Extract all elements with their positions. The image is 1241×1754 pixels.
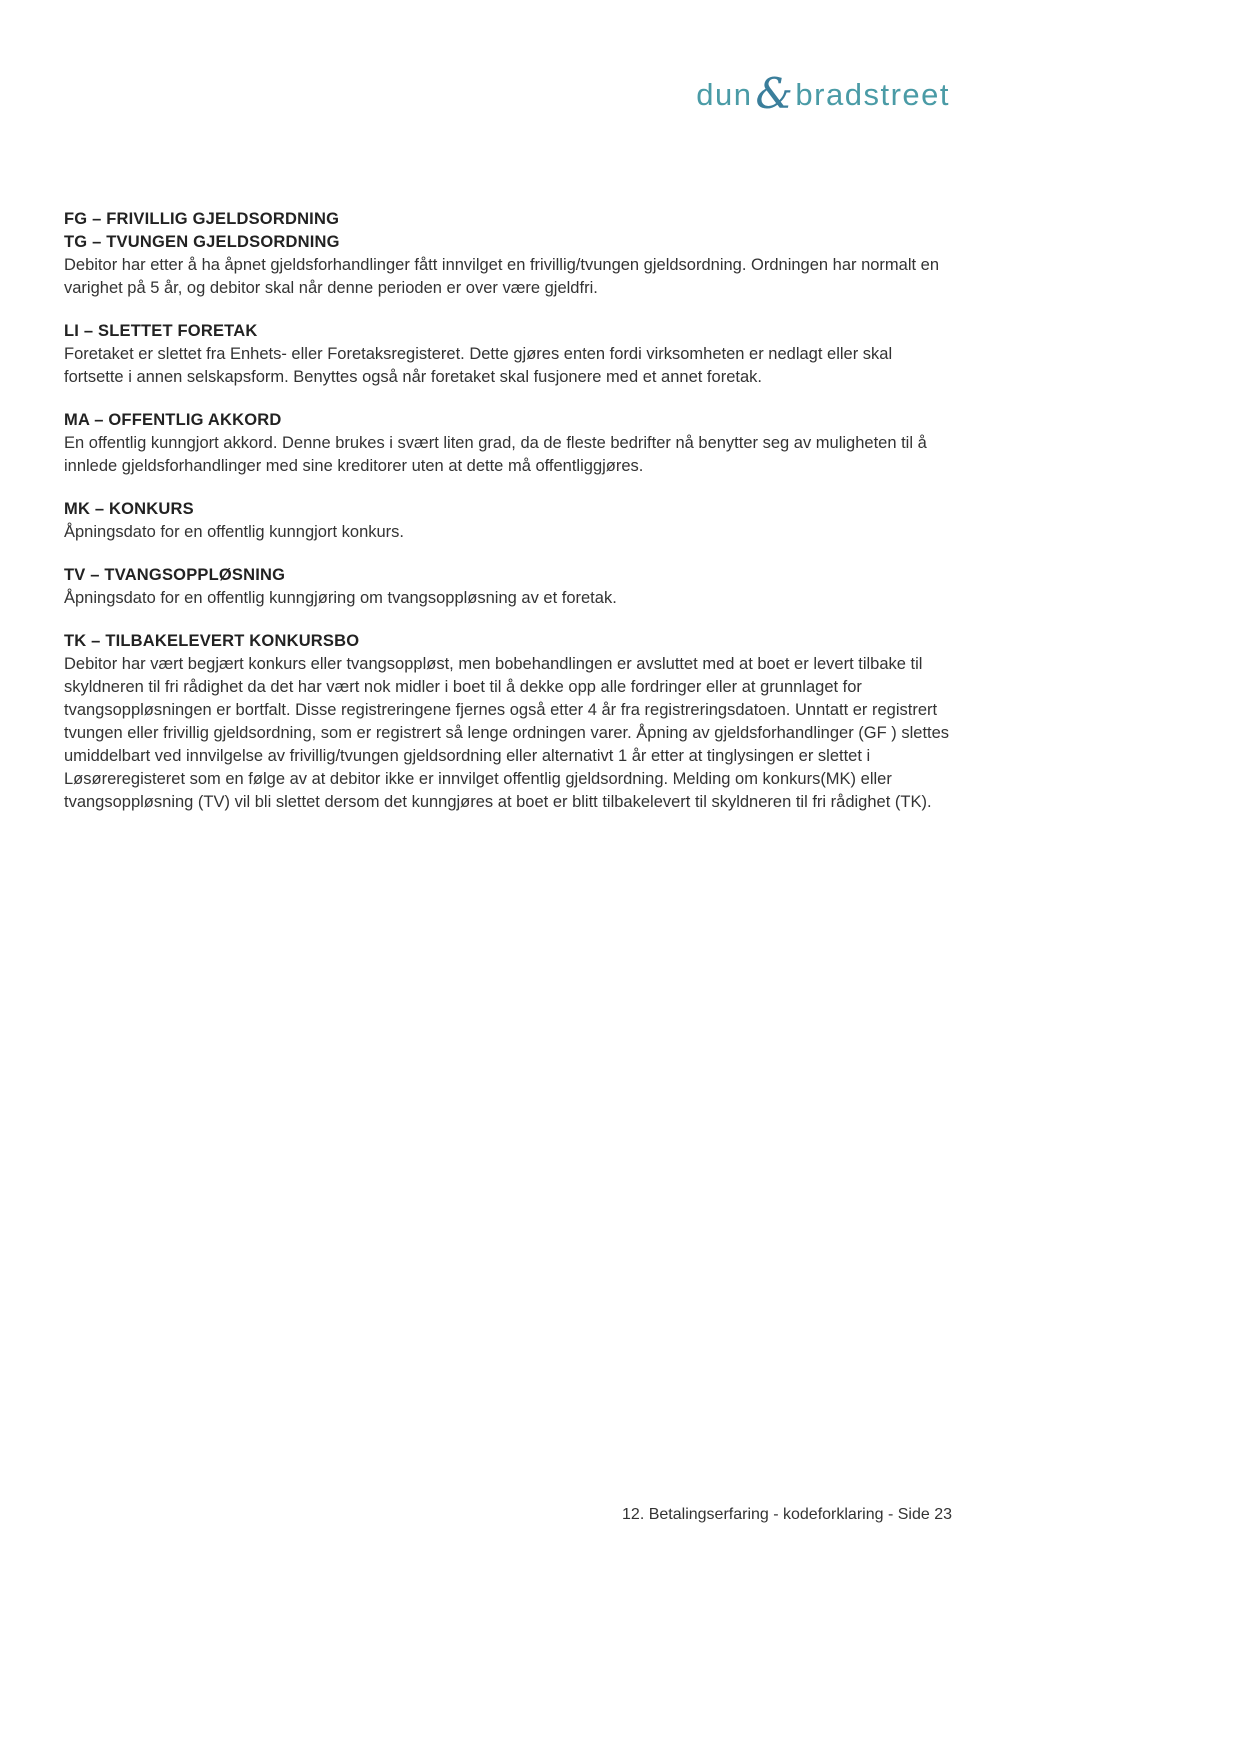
section-mk [64, 498, 952, 544]
section-fg-tg [64, 208, 952, 300]
section-heading: MA – OFFENTLIG AKKORD [64, 411, 282, 429]
section-ma [64, 409, 952, 478]
section-body: Foretaket er slettet fra Enhets- eller Foretaksregisteret. Dette gjøres enten fordi virksomheten er nedlagt eller skal fortsette i annen selskapsform. Benyttes også når foretaket skal fusjonere med et annet foretak. [64, 345, 893, 386]
page-footer: 12. Betalingserfaring - kodeforklaring - Side 23 [622, 1506, 952, 1523]
logo-text-dun: dun [696, 77, 753, 112]
section-tv [64, 564, 952, 610]
section-heading: FG – FRIVILLIG GJELDSORDNING [64, 210, 340, 228]
section-body: Debitor har vært begjært konkurs eller tvangsoppløst, men bobehandlingen er avsluttet med at boet er levert tilbake til skyldneren til fri rådighet da det har vært nok midler i boet til å dekke opp alle fordringer eller at grunnlaget for tvangsoppløsningen er bortfalt. Disse registreringene fjernes også etter 4 år fra registreringsdatoen. Unntatt er registrert tvungen eller frivillig gjeldsordning, som er registrert så lenge ordningen varer. Åpning av gjeldsforhandlinger (GF ) slettes umiddelbart ved innvilgelse av frivillig/tvungen gjeldsordning eller alternativt 1 år etter at tinglysingen er slettet i Løsøreregisteret som en følge av at debitor ikke er innvilget offentlig gjeldsordning. Melding om konkurs(MK) eller tvangsoppløsning (TV) vil bli slettet dersom det kunngjøres at boet er blitt tilbakelevert til skyldneren til fri rådighet (TK). [64, 655, 950, 811]
section-li [64, 320, 952, 389]
logo-text-bradstreet: bradstreet [795, 77, 950, 112]
document-body [64, 208, 952, 834]
section-body: Åpningsdato for en offentlig kunngjort konkurs. [64, 523, 404, 541]
section-heading: LI – SLETTET FORETAK [64, 322, 258, 340]
section-heading: TG – TVUNGEN GJELDSORDNING [64, 233, 340, 251]
section-body: Åpningsdato for en offentlig kunngjøring om tvangsoppløsning av et foretak. [64, 589, 617, 607]
section-body: Debitor har etter å ha åpnet gjeldsforhandlinger fått innvilget en frivillig/tvungen gjeldsordning. Ordningen har normalt en varighet på 5 år, og debitor skal når denne perioden er over være gjeldfri. [64, 256, 940, 297]
section-heading: TK – TILBAKELEVERT KONKURSBO [64, 632, 360, 650]
section-heading: MK – KONKURS [64, 500, 194, 518]
section-heading: TV – TVANGSOPPLØSNING [64, 566, 286, 584]
logo-ampersand-icon: & [755, 69, 795, 118]
logo [696, 69, 950, 118]
section-body: En offentlig kunngjort akkord. Denne brukes i svært liten grad, da de fleste bedrifter nå benytter seg av muligheten til å innlede gjeldsforhandlinger med sine kreditorer uten at dette må offentliggjøres. [64, 434, 927, 475]
section-tk [64, 630, 952, 814]
